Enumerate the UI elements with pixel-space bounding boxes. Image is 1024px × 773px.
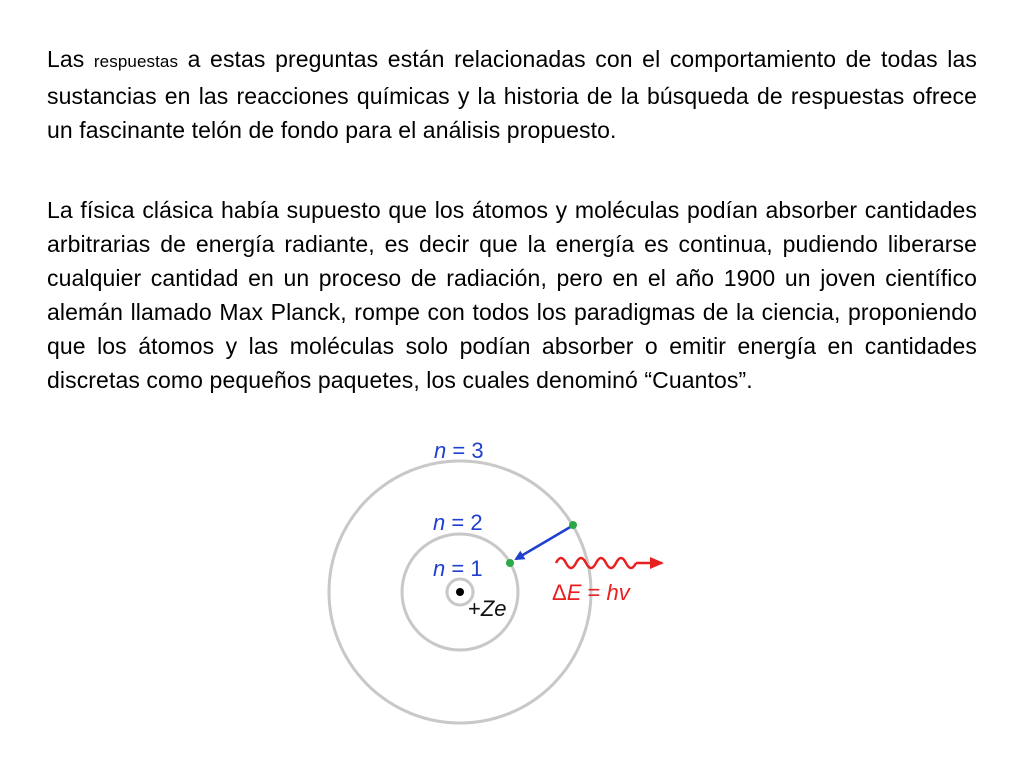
transition-arrow [516,526,572,559]
word-respuestas: respuestas [93,52,179,71]
nucleus [456,588,464,596]
paragraph-planck: La física clásica había supuesto que los átomos y moléculas podían absorber cantidades arbitrarias de energía radiante, es decir que la energía es continua, pudiendo liberarse cualquier cantidad en un proceso de radiación, pero en el año 1900 un joven científico alemán llamado Max Planck, rompe con todos los paradigmas de la ciencia, proponiendo que los átomos y las moléculas solo podían absorber o emitir energía en cantidades discretas como pequeños paquetes, los cuales denominó “Cuantos”. [47,197,977,393]
label-nucleus-charge: +Ze [468,596,507,621]
label-n2: n = 2 [433,510,483,535]
paragraph-intro [47,42,977,147]
label-n3: n = 3 [434,438,484,463]
paragraph-intro-rest: a estas preguntas están relacionadas con el comportamiento de todas las sustancias en las reacciones químicas y la historia de la búsqueda de respuestas ofrece un fascinante telón de fondo para el análisis propuesto. [47,46,977,143]
label-n1: n = 1 [433,556,483,581]
word-las: Las [47,46,94,72]
label-energy: ΔE = hv [552,580,630,605]
bohr-model-svg [320,432,680,768]
photon-wave [556,558,636,568]
electron-n2 [506,559,514,567]
electron-n3 [569,521,577,529]
bohr-model-diagram [320,432,680,768]
